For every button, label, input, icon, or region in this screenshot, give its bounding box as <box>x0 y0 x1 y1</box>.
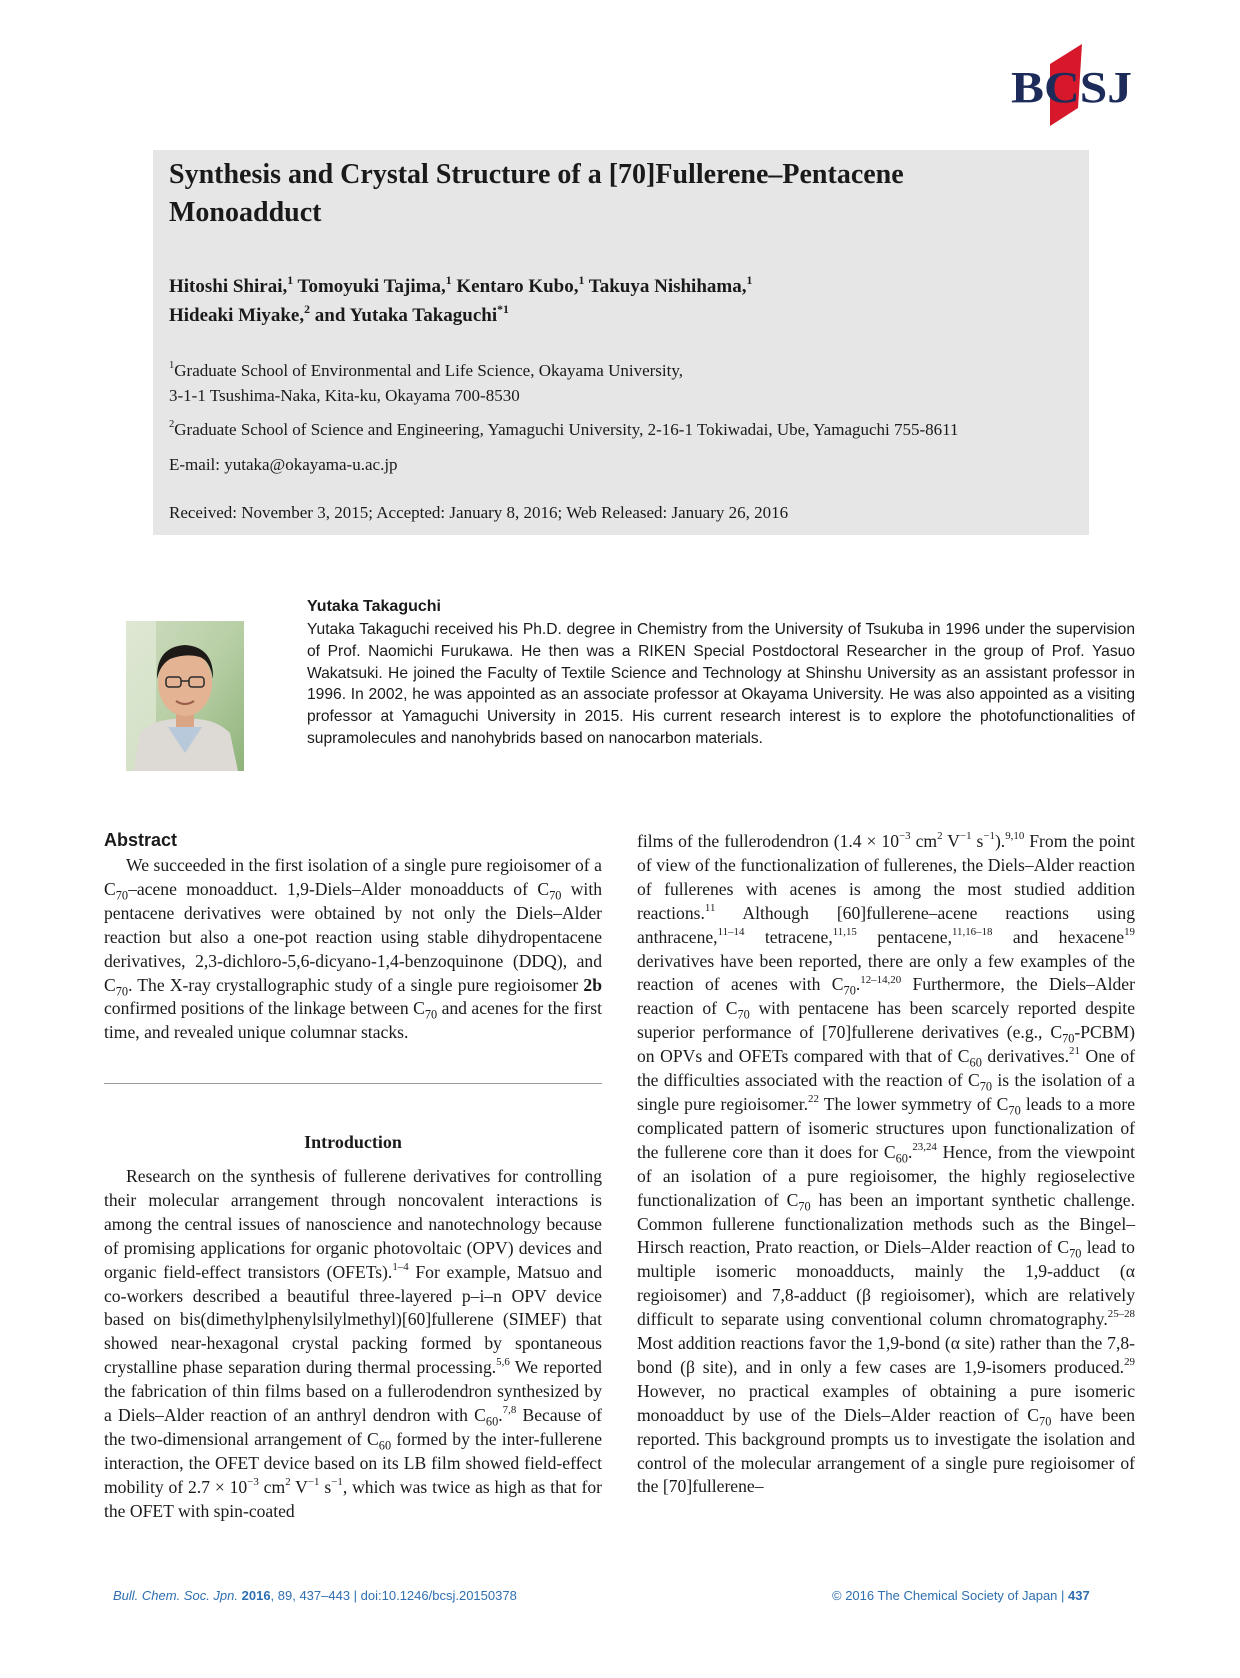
introduction-heading: Introduction <box>304 1132 402 1152</box>
author-line-1: Hitoshi Shirai,$^1$ Tomoyuki Tajima,$^1$ Kentaro Kubo,$^1$ Takuya Nishihama,$^1$ <box>169 273 753 297</box>
page-number: 437 <box>1068 1588 1090 1603</box>
footer-citation: Bull. Chem. Soc. Jpn. 2016, 89, 437–443 | doi:10.1246/bcsj.20150378 <box>113 1588 517 1603</box>
paper-title: Synthesis and Crystal Structure of a [70]Fullerene–Pentacene Monoadduct <box>169 159 904 228</box>
introduction-text-right: films of the fullerodendron ($1.4 \times 10^{-3}$ $cm^2$ $V^{-1}$ $s^{-1}).^{9,10}$ From the point of view of the functionalization of fullerenes, the Diels–Alder reaction of fullerenes with acenes is among the most studied addition reactions.$^{11}$ Although [60]fullerene–acene reactions using anthracene,$^{11-14}$ tetracene,$^{11,15}$ pentacene,$^{11,16-18}$ and hexacene$^{19}$ derivatives have been reported, there are only a few examples of the reaction of acenes with $C_{70}.^{12-14,20}$ Furthermore, the Diels–Alder reaction of $C_{70}$ with pentacene has been scarcely reported despite superior performance of [70]fullerene derivatives (e.g., $C_{70}-PCBM$) on OPVs and OFETs compared with that of $C_{60}$ derivatives.$^{21}$ One of the difficulties associated with the reaction of $C_{70}$ is the isolation of a single pure regioisomer.$^{22}$ The lower symmetry of $C_{70}$ leads to a more complicated pattern of isomeric structures upon functionalization of the fullerene core than it does for $C_{60}.^{23,24}$ Hence, from the viewpoint of an isolation of a pure regioisomer, the highly regioselective functionalization of $C_{70}$ has been an important synthetic challenge. Common fullerene functionalization methods such as the Bingel–Hirsch reaction, Prato reaction, or Diels–Alder reaction of $C_{70}$ lead to multiple isomeric monoadducts, mainly the 1,9-adduct (α regioisomer) and 7,8-adduct (β regioisomer), which are relatively difficult to separate using conventional column chromatography.$^{25-28}$ Most addition reactions favor the 1,9-bond (α site) rather than the 7,8-bond (β site), and in only a few cases are 1,9-isomers produced.$^{29}$ However, no practical examples of obtaining a pure isomeric monoadduct by use of the Diels–Alder reaction of $C_{70}$ have been reported. This background prompts us to investigate the isolation and control of the molecular arrangement of a single pure regioisomer of the [70]fullerene– <box>637 830 1136 1497</box>
affiliation-1: $^1$Graduate School of Environmental and Life Science, Okayama University, 3-1-1 Tsushima-Naka, Kita-ku, Okayama 700-8530 <box>169 360 683 405</box>
author-photo <box>126 621 244 771</box>
abstract-heading: Abstract <box>104 830 178 850</box>
section-divider <box>104 1083 602 1084</box>
bio-name: Yutaka Takaguchi <box>307 598 441 615</box>
footer-copyright: © 2016 The Chemical Society of Japan | 437 <box>832 1588 1090 1603</box>
logo-text: BCSJ <box>1011 63 1132 112</box>
author-list <box>169 272 1049 330</box>
email-address: E-mail: yutaka@okayama-u.ac.jp <box>169 455 398 474</box>
publication-dates: Received: November 3, 2015; Accepted: January 8, 2016; Web Released: January 26, 2016 <box>169 503 789 522</box>
bio-text: Yutaka Takaguchi received his Ph.D. degree in Chemistry from the University of Tsukuba in 1996 under the supervision of Prof. Naomichi Furukawa. He then was a RIKEN Special Postdoctoral Researcher in the group of Prof. Yasuo Wakatsuki. He joined the Faculty of Textile Science and Technology at Shinshu University as an assistant professor in 1996. In 2002, he was appointed as an associate professor at Okayama University. He was also appointed as a visiting professor at Yamaguchi University in 2015. His current research interest is to explore the photofunctionalities of supramolecules and nanohybrids based on nanocarbon materials. <box>307 621 1135 747</box>
author-line-2: Hideaki Miyake,$^2$ and Yutaka Takaguchi$^{*1}$ <box>169 302 509 326</box>
journal-logo <box>1010 42 1135 127</box>
introduction-text-left: Research on the synthesis of fullerene derivatives for controlling their molecular arrangement through noncovalent interactions is among the central issues of nanoscience and nanotechnology because of promising applications for organic photovoltaic (OPV) devices and organic field-effect transistors (OFETs).$^{1-4}$ For example, Matsuo and co-workers described a beautiful three-layered p–i–n OPV device based on bis(dimethylphenylsilylmethyl)[60]fullerene (SIMEF) that showed near-hexagonal crystal packing formed by spontaneous crystalline phase separation during thermal processing.$^{5,6}$ We reported the fabrication of thin films based on a fullerodendron synthesized by a Diels–Alder reaction of an anthryl dendron with $C_{60}.^{7,8}$ Because of the two-dimensional arrangement of $C_{60}$ formed by the inter-fullerene interaction, the OFET device based on its LB film showed field-effect mobility of $2.7 \times 10^{-3}$ $cm^2$ $V^{-1}$ $s^{-1}$, which was twice as high as that for the OFET with spin-coated <box>104 1166 602 1521</box>
abstract-text: We succeeded in the first isolation of a single pure regioisomer of a $C_{70}$–acene monoadduct. 1,9-Diels–Alder monoadducts of $C_{70}$ with pentacene derivatives were obtained by not only the Diels–Alder reaction but also a one-pot reaction using stable dihydropentacene derivatives, 2,3-dichloro-5,6-dicyano-1,4-benzoquinone (DDQ), and $C_{70}$. The X-ray crystallographic study of a single pure regioisomer 2b confirmed positions of the linkage between $C_{70}$ and acenes for the first time, and revealed unique columnar stacks. <box>104 855 603 1043</box>
affiliation-2: $^2$Graduate School of Science and Engineering, Yamaguchi University, 2-16-1 Tokiwadai, Ube, Yamaguchi 755-8611 <box>169 419 959 439</box>
